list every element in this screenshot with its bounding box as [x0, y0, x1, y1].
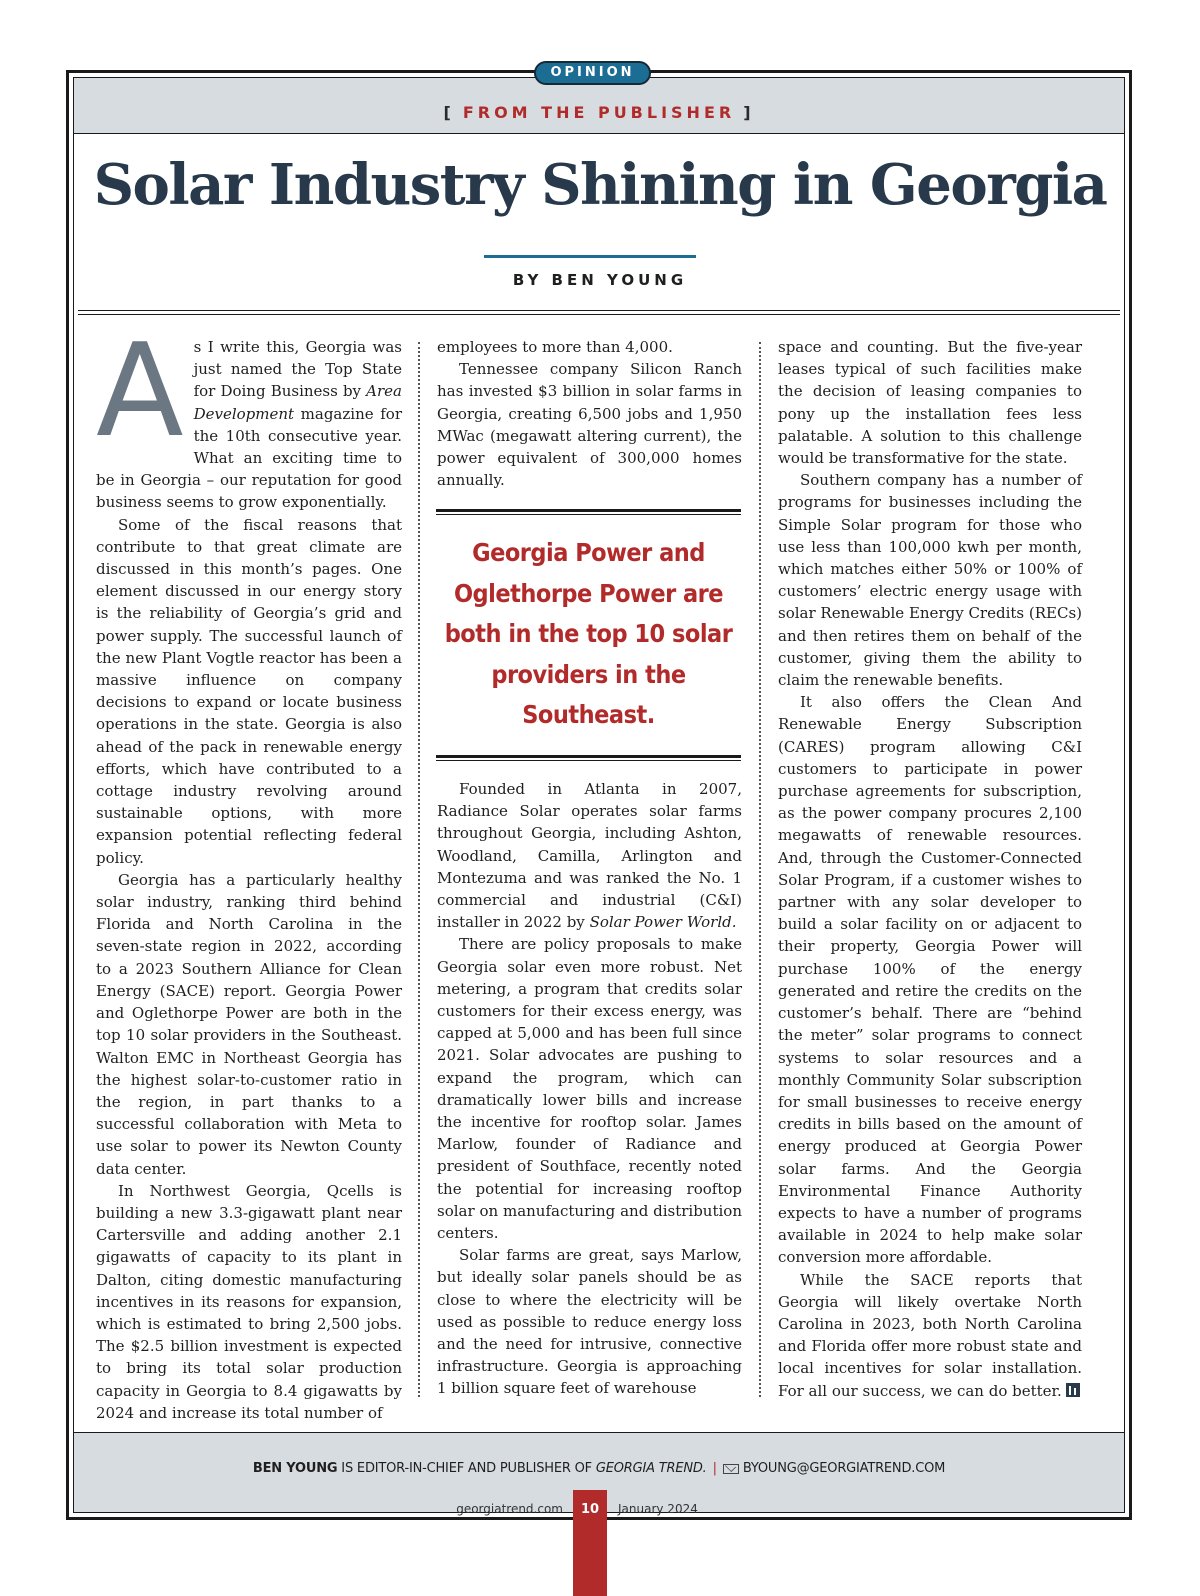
paragraph: Founded in Atlanta in 2007, Radiance Solar operates solar farms throughout Georgia, including Ashton, Woodland, Camilla, Arlington and Montezuma and was ranked the No. 1 commercial and industrial (C&I) installer in 2022 by Solar Power World.	[437, 780, 742, 932]
title-divider-bottom	[78, 314, 1120, 315]
pullquote-rule-top	[436, 509, 741, 515]
paragraph: There are policy proposals to make Georgia solar even more robust. Net metering, a program that credits solar customers for their excess energy, was capped at 5,000 and has been full since 2021. Solar advocates are pushing to expand the program, which can dramatically lower bills and increase the incentive for rooftop solar. James Marlow, founder of Radiance and president of Southface, recently noted the potential for increasing rooftop solar on manufacturing and distribution centers.	[437, 935, 742, 1243]
author-email[interactable]: BYOUNG@GEORGIATREND.COM	[742, 1461, 946, 1476]
article-column-2-bottom	[437, 778, 742, 1400]
paragraph: Solar farms are great, says Marlow, but ideally solar panels should be as close to where the electricity will be used as possible to reduce energy loss and the need for intrusive, connective infrastructure. Georgia is approaching 1 billion square feet of warehouse	[437, 1246, 742, 1398]
publisher-band	[74, 78, 1124, 134]
paragraph: employees to more than 4,000.	[437, 338, 673, 356]
title-divider-top	[78, 310, 1120, 311]
mail-icon	[723, 1464, 739, 1474]
drop-cap: A	[96, 317, 184, 466]
article-column-2-top	[437, 336, 742, 491]
page-footer-date: January 2024	[618, 1502, 698, 1516]
author-role: IS EDITOR-IN-CHIEF AND PUBLISHER OF	[337, 1461, 596, 1476]
paragraph: In Northwest Georgia, Qcells is building a new 3.3-gigawatt plant near Cartersville and adding another 2.1 gigawatts of capacity to its plant in Dalton, citing domestic manufacturing incentives in its reasons for expansion, which is estimated to bring 2,500 jobs. The $2.5 billion investment is expected to bring its total solar production capacity in Georgia to 8.4 gigawatts by 2024 and increase its total number of	[96, 1181, 402, 1422]
author-bio: BEN YOUNG IS EDITOR-IN-CHIEF AND PUBLISHER OF GEORGIA TREND. | BYOUNG@GEORGIATREND.COM	[252, 1461, 946, 1476]
article-column-1	[96, 317, 402, 1424]
paragraph: Tennessee company Silicon Ranch has invested $3 billion in solar farms in Georgia, creating 6,500 jobs and 1,950 MWac (megawatt altering current), the power equivalent of 300,000 homes annually.	[437, 360, 742, 490]
paragraph: It also offers the Clean And Renewable Energy Subscription (CARES) program allowing C&I customers to participate in power purchase agreements for subscription, as the power company procures 2,100 megawatts of renewable resources. And, through the Customer-Connected Solar Program, if a customer wishes to partner with any solar developer to build a solar facility on or adjacent to their property, Georgia Power will purchase 100% of the energy generated and retire the credits on the customer’s behalf. There are “behind the meter” solar programs to connect systems to solar resources and a monthly Community Solar subscription for small businesses to receive energy credits in bills based on the amount of energy produced at Georgia Power solar farms. And the Georgia Environmental Finance Authority expects to have a number of programs available in 2024 to help make solar conversion more affordable.	[778, 693, 1082, 1267]
headline-underline	[484, 255, 696, 258]
headline: Solar Industry Shining in Georgia	[93, 152, 1107, 218]
pullquote: Georgia Power and Oglethorpe Power are both in the top 10 solar providers in the Southeast.	[444, 538, 733, 729]
paragraph: Southern company has a number of programs for businesses including the Simple Solar program for those who use less than 100,000 kwh per month, which matches either 50% or 100% of customers’ electric energy usage with solar Renewable Energy Credits (RECs) and then retires them on behalf of the customer, giving them the ability to claim the renewable benefits.	[778, 471, 1082, 690]
page-number: 10	[573, 1490, 607, 1596]
column-divider	[418, 342, 420, 1397]
paragraph: While the SACE reports that Georgia will likely overtake North Carolina in 2023, both North Carolina and Florida offer more robust state and local incentives for solar installation. For all our success, we can do better.	[778, 1270, 1082, 1400]
publisher-label: [ FROM THE PUBLISHER ]	[443, 103, 755, 122]
paragraph: As I write this, Georgia was just named the Top State for Doing Business by Area Development magazine for the 10th consecutive year. What an exciting time to be in Georgia – our reputation for good business seems to grow exponentially.	[96, 317, 402, 512]
publisher-label-text: FROM THE PUBLISHER	[462, 103, 736, 122]
article-column-3	[778, 336, 1082, 1402]
end-mark-icon	[1066, 1383, 1080, 1397]
paragraph: Georgia has a particularly healthy solar industry, ranking third behind Florida and North Carolina in the seven-state region in 2022, according to a 2023 Southern Alliance for Clean Energy (SACE) report. Georgia Power and Oglethorpe Power are both in the top 10 solar providers in the Southeast. Walton EMC in Northeast Georgia has the highest solar-to-customer ratio in the region, in part thanks to a successful collaboration with Meta to use solar to power its Newton County data center.	[96, 870, 402, 1178]
publication-name: GEORGIA TREND.	[595, 1461, 707, 1476]
column-divider	[759, 342, 761, 1397]
byline: BY BEN YOUNG	[512, 271, 688, 289]
author-name: BEN YOUNG	[252, 1461, 338, 1476]
pullquote-rule-bottom	[436, 755, 741, 761]
page-footer-site[interactable]: georgiatrend.com	[456, 1502, 563, 1516]
section-tab-opinion: OPINION	[534, 61, 651, 85]
paragraph: Some of the fiscal reasons that contribute to that great climate are discussed in this month’s pages. One element discussed in our energy story is the reliability of Georgia’s grid and power supply. The successful launch of the new Plant Vogtle reactor has been a massive influence on company decisions to expand or locate business operations in the state. Georgia is also ahead of the pack in renewable energy efforts, which have contributed to a cottage industry revolving around sustainable options, with more expansion potential reflecting federal policy.	[96, 515, 402, 867]
paragraph: space and counting. But the five-year leases typical of such facilities make the decision of leasing companies to pony up the installation fees less palatable. A solution to this challenge would be transformative for the state.	[778, 338, 1082, 468]
